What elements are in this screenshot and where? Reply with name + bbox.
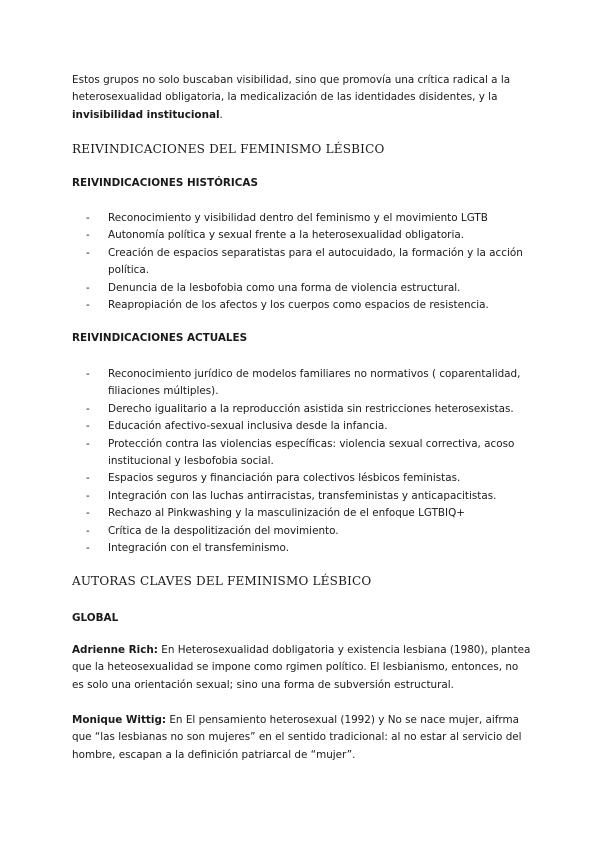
heading-historicas: REIVINDICACIONES HISTÓRICAS [72,177,258,189]
list-item-text: Derecho igualitario a la reproducción asistida sin restricciones heterosexistas. [108,402,514,415]
dash-bullet: - [86,229,90,242]
author-name: Adrienne Rich: [72,644,158,656]
intro-text: Estos grupos no solo buscaban visibilidad, sino que promovía una crítica radical a la heterosexualidad obligatoria, la medicalización de las identidades disidentes, y la [72,74,511,104]
heading-actuales: REIVINDICACIONES ACTUALES [72,332,248,344]
list-item-text: Creación de espacios separatistas para el autocuidado, la formación y la acción política. [108,246,523,277]
list-item [86,227,526,244]
list-item-text: Integración con el transfeminismo. [108,542,289,555]
list-actuales [86,366,526,557]
dash-bullet: - [86,402,90,415]
list-item-text: Rechazo al Pinkwashing y la masculinización de el enfoque LGTBIQ+ [108,507,466,520]
list-item-text: Crítica de la despolitización del movimiento. [108,524,339,537]
intro-bold-text: invisibilidad institucional [72,108,220,121]
list-item [86,245,526,280]
list-item-text: Espacios seguros y financiación para colectivos lésbicos feministas. [108,472,461,485]
dash-bullet: - [86,542,90,555]
list-item-text: Reconocimiento jurídico de modelos familiares no normativos ( coparentalidad, filiaciones múltiples). [108,368,521,398]
heading-global: GLOBAL [72,612,119,624]
author-paragraph [72,642,532,694]
dash-bullet: - [86,299,90,312]
list-item-text: Integración con las luchas antirracistas, transfeministas y anticapacitistas. [108,489,497,502]
list-item-text: Reapropiación de los afectos y los cuerpos como espacios de resistencia. [108,299,489,312]
dash-bullet: - [86,281,90,294]
list-item [86,436,526,471]
list-item [86,297,526,314]
section-title-autoras: AUTORAS CLAVES DEL FEMINISMO LÉSBICO [72,574,372,588]
list-item [86,366,526,401]
dash-bullet: - [86,507,90,520]
list-item-text: Denuncia de la lesbofobia como una forma de violencia estructural. [108,281,461,294]
dash-bullet: - [86,246,90,259]
dash-bullet: - [86,368,90,380]
dash-bullet: - [86,437,90,450]
dash-bullet: - [86,489,90,502]
intro-text-end: . [219,108,223,121]
author-text: En Heterosexualidad dobligatoria y existencia lesbiana (1980), plantea que la heteosexualidad se impone como rgimen político. El lesbianismo, entonces, no es solo una orientación sexual; sino una forma de subversión estructural. [72,644,531,691]
list-item [86,540,526,557]
list-item [86,523,526,540]
dash-bullet: - [86,420,90,433]
list-item [86,488,526,505]
list-item-text: Autonomía política y sexual frente a la heterosexualidad obligatoria. [108,229,465,242]
intro-paragraph [72,72,532,124]
list-historicas [86,210,526,314]
author-paragraph [72,712,532,764]
list-item [86,401,526,418]
list-item-text: Protección contra las violencias específicas: violencia sexual correctiva, acoso institucional y lesbofobia social. [108,437,515,468]
list-item-text: Educación afectivo-sexual inclusiva desde la infancia. [108,420,388,433]
list-item [86,280,526,297]
dash-bullet: - [86,524,90,537]
list-item [86,210,526,227]
author-name: Monique Wittig: [72,714,167,726]
dash-bullet: - [86,212,90,224]
dash-bullet: - [86,472,90,485]
list-item [86,418,526,435]
section-title-reivindicaciones: REIVINDICACIONES DEL FEMINISMO LÉSBICO [72,142,385,156]
list-item-text: Reconocimiento y visibilidad dentro del feminismo y el movimiento LGTB [108,212,488,224]
author-text: En El pensamiento heterosexual (1992) y No se nace mujer, aifrma que “las lesbianas no son mujeres” en el sentido tradicional: al no estar al servicio del hombre, escapan a la definición patriarcal de “mujer”. [72,714,522,761]
list-item [86,505,526,522]
list-item [86,470,526,487]
